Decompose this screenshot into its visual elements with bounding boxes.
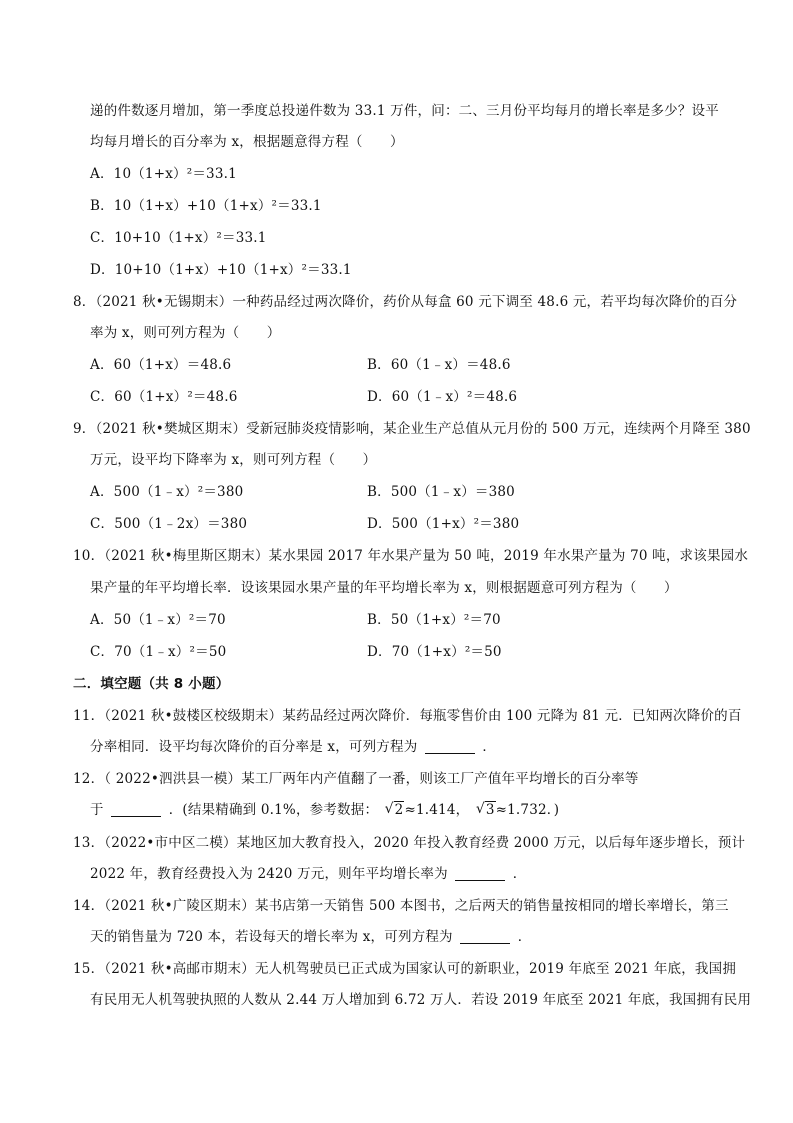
q11-answer-blank: [425, 739, 475, 754]
q14-answer-blank: [460, 929, 510, 944]
q11-text-line-1: 11．（2021 秋•鼓楼区校级期末）某药品经过两次降价．每瓶零售价由 100 元降为 81 元．已知两次降价的百: [73, 708, 742, 724]
q13-text-line-2: [90, 864, 527, 884]
q8-text-line-1: 8．（2021 秋•无锡期末）一种药品经过两次降价，药价从每盒 60 元下调至 48.6 元，若平均每次降价的百分: [73, 294, 738, 310]
q10-option-c: C．70（1﹣x）²＝50: [90, 644, 227, 660]
sqrt-2-radicand: 2: [394, 802, 404, 818]
q10-option-a: A．50（1﹣x）²＝70: [90, 612, 226, 628]
sqrt-2-symbol: [385, 800, 405, 820]
q10-option-b: B．50（1+x）²＝70: [367, 612, 501, 628]
q8-option-b: B．60（1﹣x）＝48.6: [367, 357, 511, 373]
q9-option-d: D．500（1+x）²＝380: [367, 516, 520, 532]
q10-text-line-1: 10．（2021 秋•梅里斯区期末）某水果园 2017 年水果产量为 50 吨，2019 年水果产量为 70 吨，求该果园水: [73, 548, 749, 564]
q13-answer-blank: [455, 866, 505, 881]
q7-option-a: A．10（1+x）²＝33.1: [90, 166, 237, 182]
q9-text-line-1: 9．（2021 秋•樊城区期末）受新冠肺炎疫情影响，某企业生产总值从元月份的 500 万元，连续两个月降至 380: [73, 421, 751, 437]
section-heading-fill-in: 二．填空题（共 8 小题）: [73, 676, 230, 692]
q12-text-line-1: 12．（ 2022•泗洪县一模）某工厂两年内产值翻了一番，则该工厂产值年平均增长的百分率等: [73, 771, 639, 787]
q7-option-d: D．10+10（1+x）+10（1+x）²＝33.1: [90, 262, 352, 278]
sqrt-3-radicand: 3: [485, 802, 495, 818]
q9-option-c: C．500（1﹣2x）＝380: [90, 516, 248, 532]
q8-option-d: D．60（1﹣x）²＝48.6: [367, 389, 518, 405]
q9-option-b: B．500（1﹣x）＝380: [367, 484, 515, 500]
q12-text-line-2: [90, 800, 559, 820]
q7-text-line-2: 均每月增长的百分率为 x，根据题意得方程（ ）: [90, 134, 404, 150]
q8-text-line-2: 率为 x，则可列方程为（ ）: [90, 325, 281, 341]
q7-option-b: B．10（1+x）+10（1+x）²＝33.1: [90, 198, 322, 214]
q7-option-c: C．10+10（1+x）²＝33.1: [90, 230, 267, 246]
q10-option-d: D．70（1+x）²＝50: [367, 644, 502, 660]
q11-text-line-2: [90, 737, 496, 757]
q13-line-2-end: ．: [512, 866, 527, 882]
q11-line-2-text: 分率相同．设平均每次降价的百分率是 x，可列方程为: [90, 739, 418, 755]
q12-answer-blank: [111, 802, 161, 817]
q13-line-2-text: 2022 年，教育经费投入为 2420 万元，则年平均增长率为: [90, 866, 448, 882]
q10-text-line-2: 果产量的年平均增长率．设该果园水果产量的年平均增长率为 x，则根据题意可列方程为（ ）: [90, 580, 678, 596]
sqrt-2-value: ≈1.414，: [404, 802, 470, 818]
q12-line-2-prefix: 于: [90, 802, 104, 818]
sqrt-3-symbol: [476, 800, 496, 820]
q15-text-line-2: 有民用无人机驾驶执照的人数从 2.44 万人增加到 6.72 万人．若设 2019 年底至 2021 年底，我国拥有民用: [90, 992, 752, 1008]
q14-text-line-1: 14．（2021 秋•广陵区期末）某书店第一天销售 500 本图书，之后两天的销售量按相同的增长率增长，第三: [73, 898, 729, 914]
q14-text-line-2: [90, 927, 531, 947]
q8-option-c: C．60（1+x）²＝48.6: [90, 389, 238, 405]
q9-option-a: A．500（1﹣x）²＝380: [90, 484, 244, 500]
q8-option-a: A．60（1+x）＝48.6: [90, 357, 232, 373]
q11-line-2-end: ．: [482, 739, 497, 755]
sqrt-3-value: ≈1.732．): [495, 802, 560, 818]
q15-text-line-1: 15．（2021 秋•高邮市期末）无人机驾驶员已正式成为国家认可的新职业，2019 年底至 2021 年底，我国拥: [73, 961, 737, 977]
q9-text-line-2: 万元，设平均下降率为 x，则可列方程（ ）: [90, 452, 377, 468]
q13-text-line-1: 13．（2022•市中区二模）某地区加大教育投入，2020 年投入教育经费 2000 万元，以后每年逐步增长，预计: [73, 835, 746, 851]
q14-line-2-end: ．: [517, 929, 532, 945]
q7-text-line-1: 递的件数逐月增加，第一季度总投递件数为 33.1 万件，问：二、三月份平均每月的增长率是多少？设平: [90, 103, 719, 119]
q14-line-2-text: 天的销售量为 720 本，若设每天的增长率为 x，可列方程为: [90, 929, 453, 945]
q12-line-2-note: ．(结果精确到 0.1%，参考数据：: [168, 802, 379, 818]
